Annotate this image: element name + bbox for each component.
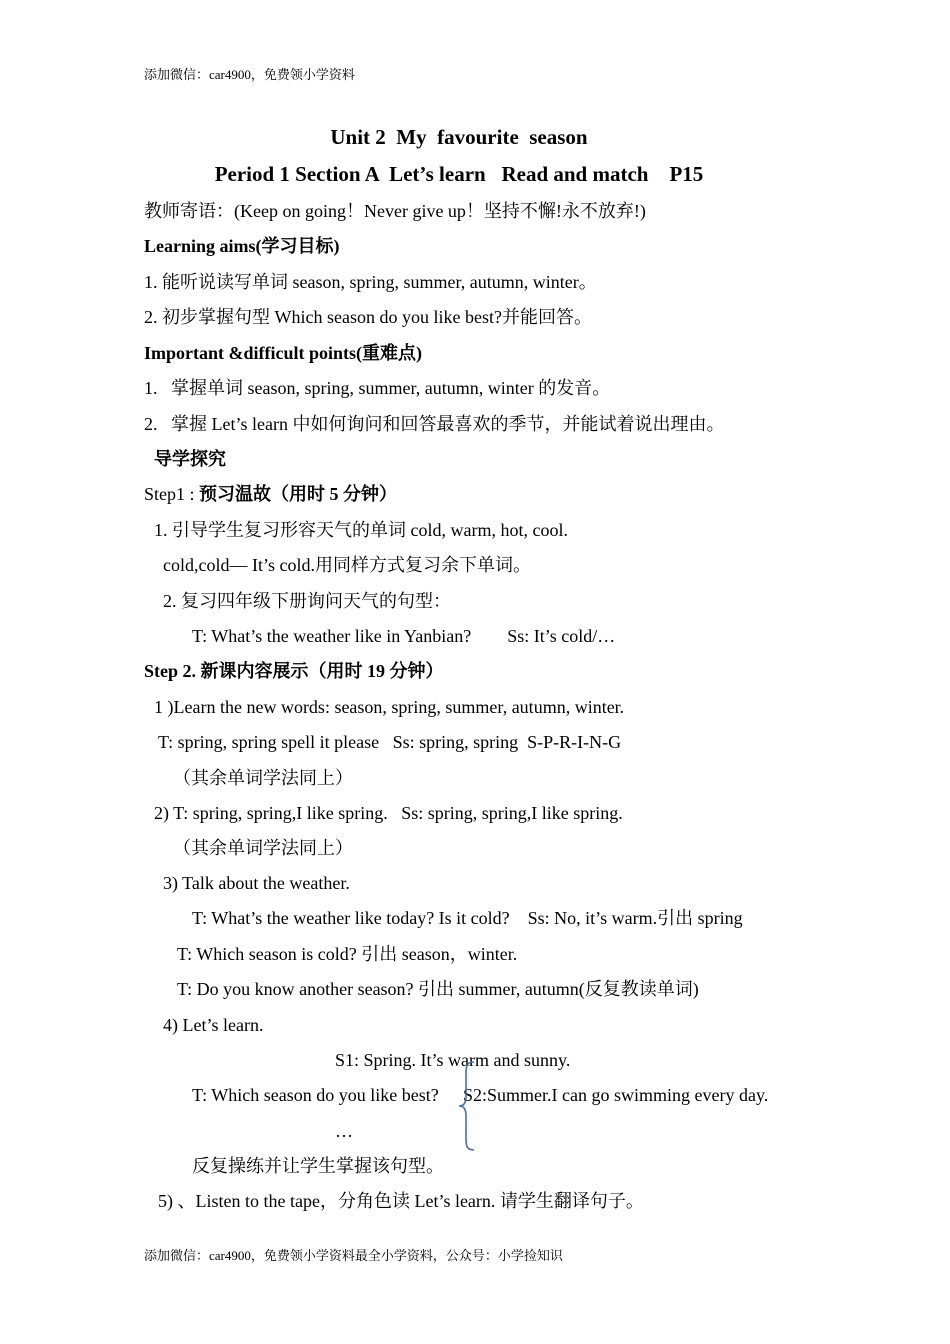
step1-line: 2. 复习四年级下册询问天气的句型： — [163, 591, 451, 611]
step2-line: （其余单词学法同上） — [173, 838, 353, 858]
key-point-item: 2. 掌握 Let’s learn 中如何询问和回答最喜欢的季节，并能试着说出理由。 — [144, 414, 725, 434]
teacher-motto: 教师寄语：(Keep on going！Never give up！坚持不懈!永不放弃!) — [144, 201, 646, 221]
step2-line: T: spring, spring spell it please Ss: spring, spring S-P-R-I-N-G — [158, 732, 622, 752]
step2-line: 3) Talk about the weather. — [163, 873, 350, 893]
step2-heading: Step 2. 新课内容展示（用时 19 分钟） — [144, 661, 444, 681]
step2-line: 1 )Learn the new words: season, spring, summer, autumn, winter. — [154, 697, 625, 717]
step1-line: T: What’s the weather like in Yanbian? Ss: It’s cold/… — [192, 626, 616, 646]
dialogue-s1: S1: Spring. It’s warm and sunny. — [335, 1050, 571, 1070]
step2-line: T: Do you know another season? 引出 summer, autumn(反复教读单词) — [177, 979, 699, 999]
step2-line: 2) T: spring, spring,I like spring. Ss: spring, spring,I like spring. — [154, 803, 623, 823]
learning-aims-heading: Learning aims(学习目标) — [144, 236, 340, 256]
step2-line: 5) 、Listen to the tape，分角色读 Let’s learn. 请学生翻译句子。 — [158, 1191, 644, 1211]
step1-line: cold,cold— It’s cold.用同样方式复习余下单词。 — [163, 555, 531, 575]
unit-title: Unit 2 My favourite season — [330, 125, 588, 149]
key-points-heading: Important &difficult points(重难点) — [144, 343, 422, 363]
step2-line: 反复操练并让学生掌握该句型。 — [192, 1156, 444, 1176]
step2-line: 4) Let’s learn. — [163, 1015, 264, 1035]
step2-line: T: What’s the weather like today? Is it cold? Ss: No, it’s warm.引出 spring — [192, 908, 743, 928]
page-footer: 添加微信：car4900，免费领小学资料最全小学资料，公众号：小学捡知识 — [144, 1248, 563, 1263]
page-header: 添加微信：car4900，免费领小学资料 — [144, 67, 355, 82]
brace-icon — [456, 1060, 478, 1152]
period-title: Period 1 Section A Let’s learn Read and match P15 — [214, 162, 704, 186]
learning-aim-item: 1. 能听说读写单词 season, spring, summer, autumn, winter。 — [144, 272, 597, 292]
step1-prefix: Step1 : — [144, 484, 200, 504]
step1-line: 1. 引导学生复习形容天气的单词 cold, warm, hot, cool. — [154, 520, 568, 540]
guide-heading: 导学探究 — [154, 449, 226, 469]
key-point-item: 1. 掌握单词 season, spring, summer, autumn, winter 的发音。 — [144, 378, 611, 398]
step1-heading — [144, 482, 397, 506]
step1-title: 预习温故（用时 5 分钟） — [199, 484, 398, 504]
dialogue-ellipsis: … — [335, 1121, 353, 1141]
step2-line: T: Which season is cold? 引出 season，winter. — [177, 944, 518, 964]
dialogue-s2: S2:Summer.I can go swimming every day. — [463, 1085, 769, 1105]
step2-line: （其余单词学法同上） — [173, 768, 353, 788]
dialogue-question: T: Which season do you like best? — [192, 1085, 439, 1105]
learning-aim-item: 2. 初步掌握句型 Which season do you like best?并能回答。 — [144, 307, 592, 327]
